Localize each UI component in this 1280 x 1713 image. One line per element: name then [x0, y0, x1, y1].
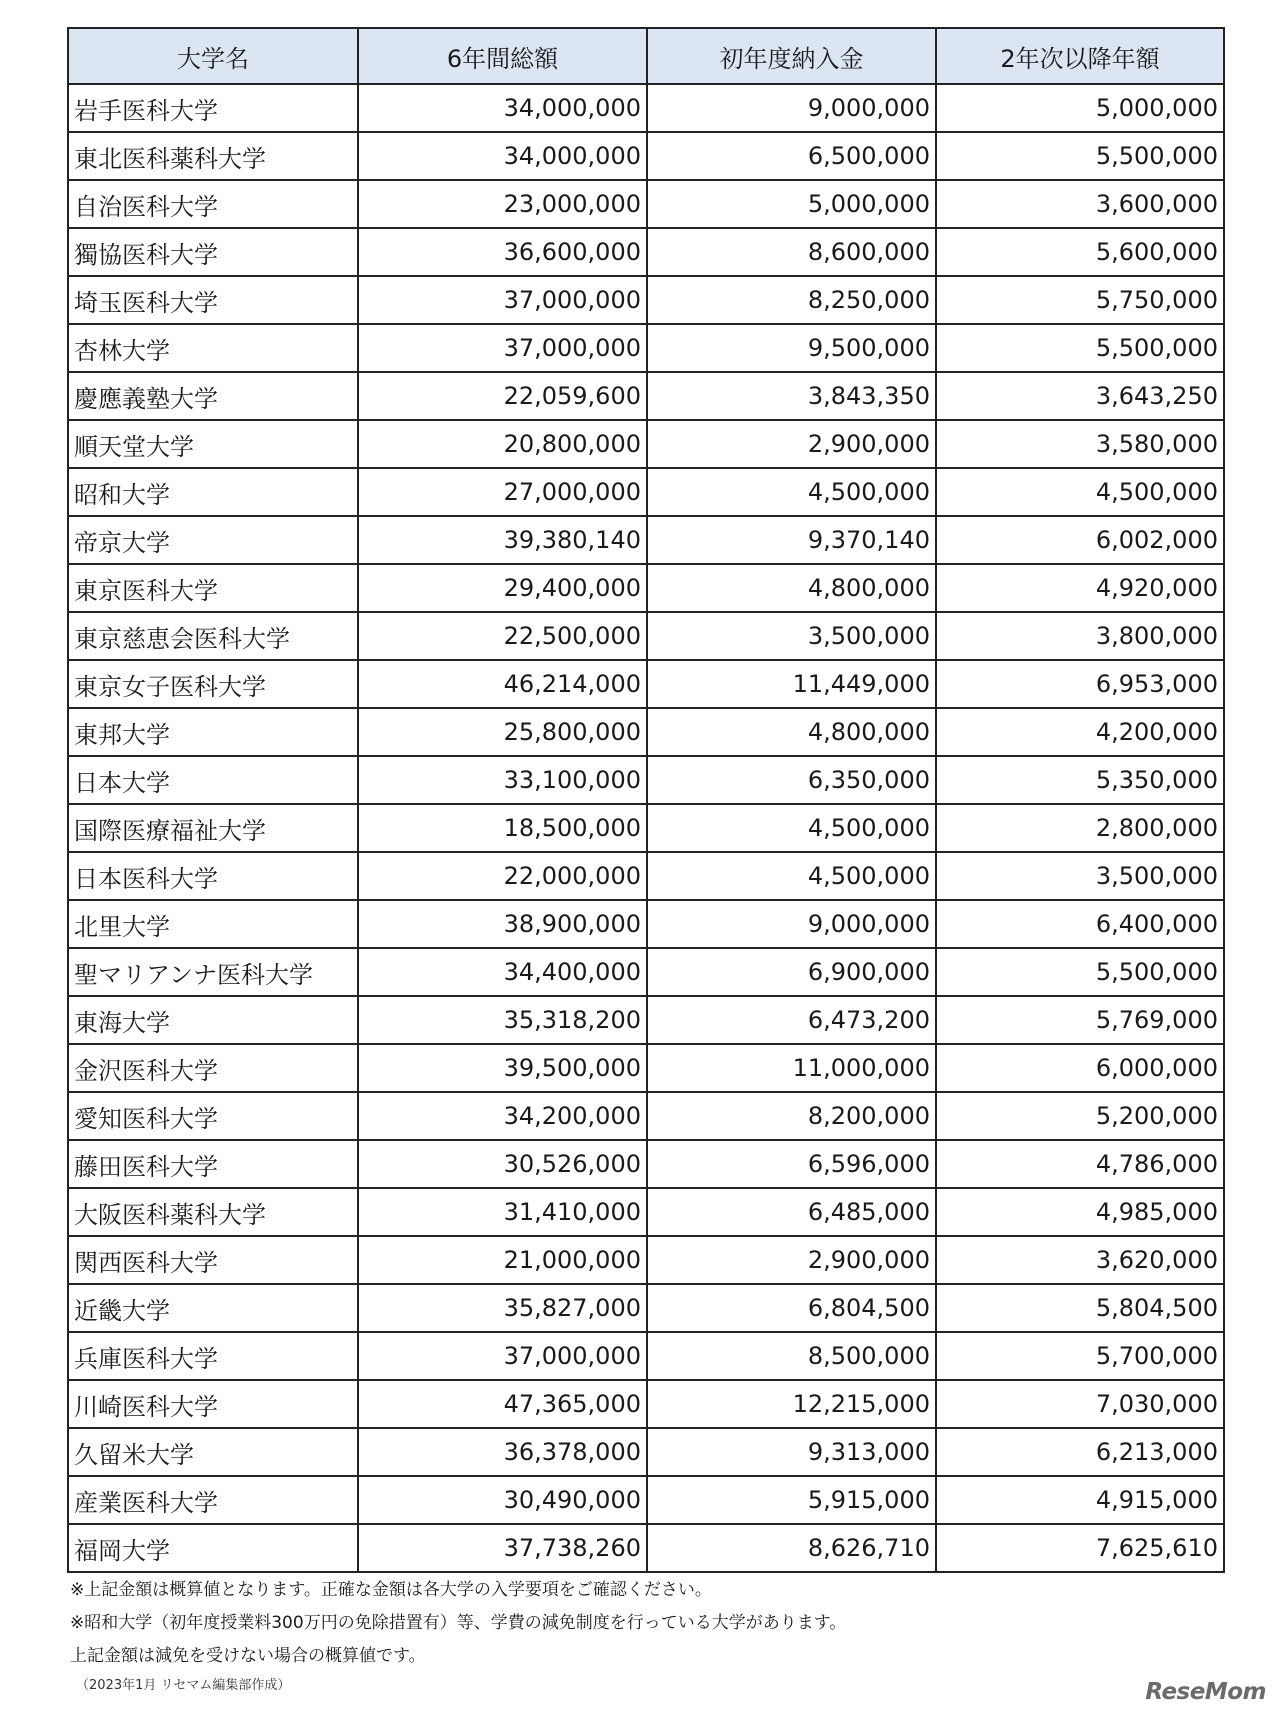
source-credit: （2023年1月 リセマム編集部作成）	[76, 1678, 291, 1693]
first-year-payment-cell: 9,000,000	[647, 84, 936, 132]
first-year-payment-cell: 4,800,000	[647, 708, 936, 756]
tuition-table	[67, 27, 1225, 1573]
first-year-payment-cell: 8,600,000	[647, 228, 936, 276]
university-name-cell: 聖マリアンナ医科大学	[68, 948, 358, 996]
six-year-total-cell: 34,000,000	[358, 132, 647, 180]
annual-payment-cell: 3,643,250	[936, 372, 1224, 420]
table-row	[68, 996, 1224, 1044]
university-name-cell: 東京女子医科大学	[68, 660, 358, 708]
table-row	[68, 1428, 1224, 1476]
table-row	[68, 180, 1224, 228]
six-year-total-cell: 39,380,140	[358, 516, 647, 564]
first-year-payment-cell: 4,500,000	[647, 804, 936, 852]
header-annual-from-second-year: 2年次以降年額	[936, 28, 1224, 84]
six-year-total-cell: 22,500,000	[358, 612, 647, 660]
annual-payment-cell: 5,200,000	[936, 1092, 1224, 1140]
first-year-payment-cell: 6,350,000	[647, 756, 936, 804]
table-row	[68, 900, 1224, 948]
header-six-year-total: 6年間総額	[358, 28, 647, 84]
first-year-payment-cell: 6,500,000	[647, 132, 936, 180]
annual-payment-cell: 5,804,500	[936, 1284, 1224, 1332]
six-year-total-cell: 37,000,000	[358, 276, 647, 324]
note-line: ※昭和大学（初年度授業料300万円の免除措置有）等、学費の減免制度を行っている大学があります。	[70, 1613, 847, 1633]
first-year-payment-cell: 4,500,000	[647, 852, 936, 900]
university-name-cell: 産業医科大学	[68, 1476, 358, 1524]
annual-payment-cell: 6,000,000	[936, 1044, 1224, 1092]
first-year-payment-cell: 6,900,000	[647, 948, 936, 996]
first-year-payment-cell: 5,000,000	[647, 180, 936, 228]
university-name-cell: 北里大学	[68, 900, 358, 948]
annual-payment-cell: 4,200,000	[936, 708, 1224, 756]
note-line: 上記金額は減免を受けない場合の概算値です。	[70, 1646, 426, 1666]
six-year-total-cell: 34,000,000	[358, 84, 647, 132]
first-year-payment-cell: 2,900,000	[647, 420, 936, 468]
six-year-total-cell: 18,500,000	[358, 804, 647, 852]
university-name-cell: 自治医科大学	[68, 180, 358, 228]
six-year-total-cell: 46,214,000	[358, 660, 647, 708]
annual-payment-cell: 6,400,000	[936, 900, 1224, 948]
table-row	[68, 612, 1224, 660]
annual-payment-cell: 4,786,000	[936, 1140, 1224, 1188]
six-year-total-cell: 33,100,000	[358, 756, 647, 804]
six-year-total-cell: 23,000,000	[358, 180, 647, 228]
university-name-cell: 久留米大学	[68, 1428, 358, 1476]
six-year-total-cell: 38,900,000	[358, 900, 647, 948]
university-name-cell: 金沢医科大学	[68, 1044, 358, 1092]
university-name-cell: 藤田医科大学	[68, 1140, 358, 1188]
annual-payment-cell: 6,953,000	[936, 660, 1224, 708]
annual-payment-cell: 4,500,000	[936, 468, 1224, 516]
table-row	[68, 564, 1224, 612]
table-row	[68, 516, 1224, 564]
table-row	[68, 1524, 1224, 1572]
table-row	[68, 420, 1224, 468]
annual-payment-cell: 5,769,000	[936, 996, 1224, 1044]
table-row	[68, 852, 1224, 900]
university-name-cell: 愛知医科大学	[68, 1092, 358, 1140]
first-year-payment-cell: 8,500,000	[647, 1332, 936, 1380]
annual-payment-cell: 7,030,000	[936, 1380, 1224, 1428]
university-name-cell: 東京慈恵会医科大学	[68, 612, 358, 660]
university-name-cell: 岩手医科大学	[68, 84, 358, 132]
first-year-payment-cell: 9,370,140	[647, 516, 936, 564]
six-year-total-cell: 27,000,000	[358, 468, 647, 516]
six-year-total-cell: 34,200,000	[358, 1092, 647, 1140]
first-year-payment-cell: 11,000,000	[647, 1044, 936, 1092]
university-name-cell: 埼玉医科大学	[68, 276, 358, 324]
annual-payment-cell: 5,350,000	[936, 756, 1224, 804]
university-name-cell: 帝京大学	[68, 516, 358, 564]
first-year-payment-cell: 4,800,000	[647, 564, 936, 612]
annual-payment-cell: 5,750,000	[936, 276, 1224, 324]
university-name-cell: 川崎医科大学	[68, 1380, 358, 1428]
six-year-total-cell: 31,410,000	[358, 1188, 647, 1236]
first-year-payment-cell: 12,215,000	[647, 1380, 936, 1428]
six-year-total-cell: 21,000,000	[358, 1236, 647, 1284]
first-year-payment-cell: 4,500,000	[647, 468, 936, 516]
note-line: ※上記金額は概算値となります。正確な金額は各大学の入学要項をご確認ください。	[70, 1580, 712, 1600]
university-name-cell: 順天堂大学	[68, 420, 358, 468]
table-row	[68, 132, 1224, 180]
annual-payment-cell: 4,915,000	[936, 1476, 1224, 1524]
annual-payment-cell: 5,500,000	[936, 948, 1224, 996]
six-year-total-cell: 47,365,000	[358, 1380, 647, 1428]
six-year-total-cell: 35,318,200	[358, 996, 647, 1044]
table-row	[68, 1188, 1224, 1236]
university-name-cell: 杏林大学	[68, 324, 358, 372]
first-year-payment-cell: 8,200,000	[647, 1092, 936, 1140]
header-university: 大学名	[68, 28, 358, 84]
annual-payment-cell: 5,700,000	[936, 1332, 1224, 1380]
first-year-payment-cell: 8,626,710	[647, 1524, 936, 1572]
table-row	[68, 324, 1224, 372]
table-row	[68, 1476, 1224, 1524]
six-year-total-cell: 36,600,000	[358, 228, 647, 276]
table-row	[68, 708, 1224, 756]
university-name-cell: 国際医療福祉大学	[68, 804, 358, 852]
table-row	[68, 1092, 1224, 1140]
table-row	[68, 468, 1224, 516]
annual-payment-cell: 3,580,000	[936, 420, 1224, 468]
six-year-total-cell: 20,800,000	[358, 420, 647, 468]
first-year-payment-cell: 9,000,000	[647, 900, 936, 948]
annual-payment-cell: 4,985,000	[936, 1188, 1224, 1236]
first-year-payment-cell: 3,500,000	[647, 612, 936, 660]
six-year-total-cell: 34,400,000	[358, 948, 647, 996]
six-year-total-cell: 37,738,260	[358, 1524, 647, 1572]
table-row	[68, 372, 1224, 420]
first-year-payment-cell: 8,250,000	[647, 276, 936, 324]
annual-payment-cell: 2,800,000	[936, 804, 1224, 852]
annual-payment-cell: 7,625,610	[936, 1524, 1224, 1572]
annual-payment-cell: 3,800,000	[936, 612, 1224, 660]
university-name-cell: 日本大学	[68, 756, 358, 804]
annual-payment-cell: 6,002,000	[936, 516, 1224, 564]
first-year-payment-cell: 6,596,000	[647, 1140, 936, 1188]
six-year-total-cell: 25,800,000	[358, 708, 647, 756]
table-row	[68, 1044, 1224, 1092]
table-row	[68, 276, 1224, 324]
first-year-payment-cell: 6,473,200	[647, 996, 936, 1044]
annual-payment-cell: 5,500,000	[936, 324, 1224, 372]
six-year-total-cell: 22,000,000	[358, 852, 647, 900]
six-year-total-cell: 39,500,000	[358, 1044, 647, 1092]
header-first-year-payment: 初年度納入金	[647, 28, 936, 84]
university-name-cell: 大阪医科薬科大学	[68, 1188, 358, 1236]
university-name-cell: 東北医科薬科大学	[68, 132, 358, 180]
university-name-cell: 関西医科大学	[68, 1236, 358, 1284]
six-year-total-cell: 29,400,000	[358, 564, 647, 612]
university-name-cell: 獨協医科大学	[68, 228, 358, 276]
table-row	[68, 84, 1224, 132]
university-name-cell: 昭和大学	[68, 468, 358, 516]
table-row	[68, 228, 1224, 276]
six-year-total-cell: 36,378,000	[358, 1428, 647, 1476]
table-row	[68, 756, 1224, 804]
first-year-payment-cell: 6,485,000	[647, 1188, 936, 1236]
table-header-row	[68, 28, 1224, 84]
six-year-total-cell: 35,827,000	[358, 1284, 647, 1332]
university-name-cell: 日本医科大学	[68, 852, 358, 900]
six-year-total-cell: 22,059,600	[358, 372, 647, 420]
six-year-total-cell: 37,000,000	[358, 324, 647, 372]
six-year-total-cell: 30,490,000	[358, 1476, 647, 1524]
university-name-cell: 近畿大学	[68, 1284, 358, 1332]
table-row	[68, 660, 1224, 708]
annual-payment-cell: 4,920,000	[936, 564, 1224, 612]
first-year-payment-cell: 2,900,000	[647, 1236, 936, 1284]
table-row	[68, 1236, 1224, 1284]
six-year-total-cell: 37,000,000	[358, 1332, 647, 1380]
annual-payment-cell: 3,600,000	[936, 180, 1224, 228]
notes	[70, 1574, 1220, 1699]
table-body	[68, 84, 1224, 1572]
university-name-cell: 福岡大学	[68, 1524, 358, 1572]
university-name-cell: 兵庫医科大学	[68, 1332, 358, 1380]
table-row	[68, 1332, 1224, 1380]
annual-payment-cell: 3,500,000	[936, 852, 1224, 900]
annual-payment-cell: 5,000,000	[936, 84, 1224, 132]
university-name-cell: 東京医科大学	[68, 564, 358, 612]
first-year-payment-cell: 9,500,000	[647, 324, 936, 372]
table-row	[68, 804, 1224, 852]
first-year-payment-cell: 9,313,000	[647, 1428, 936, 1476]
annual-payment-cell: 5,500,000	[936, 132, 1224, 180]
university-name-cell: 東邦大学	[68, 708, 358, 756]
first-year-payment-cell: 5,915,000	[647, 1476, 936, 1524]
table-row	[68, 1140, 1224, 1188]
annual-payment-cell: 3,620,000	[936, 1236, 1224, 1284]
annual-payment-cell: 6,213,000	[936, 1428, 1224, 1476]
first-year-payment-cell: 11,449,000	[647, 660, 936, 708]
table-row	[68, 1380, 1224, 1428]
table-row	[68, 948, 1224, 996]
six-year-total-cell: 30,526,000	[358, 1140, 647, 1188]
first-year-payment-cell: 3,843,350	[647, 372, 936, 420]
resemom-logo: ReseMom	[1145, 1679, 1266, 1705]
table-row	[68, 1284, 1224, 1332]
annual-payment-cell: 5,600,000	[936, 228, 1224, 276]
university-name-cell: 慶應義塾大学	[68, 372, 358, 420]
university-name-cell: 東海大学	[68, 996, 358, 1044]
first-year-payment-cell: 6,804,500	[647, 1284, 936, 1332]
